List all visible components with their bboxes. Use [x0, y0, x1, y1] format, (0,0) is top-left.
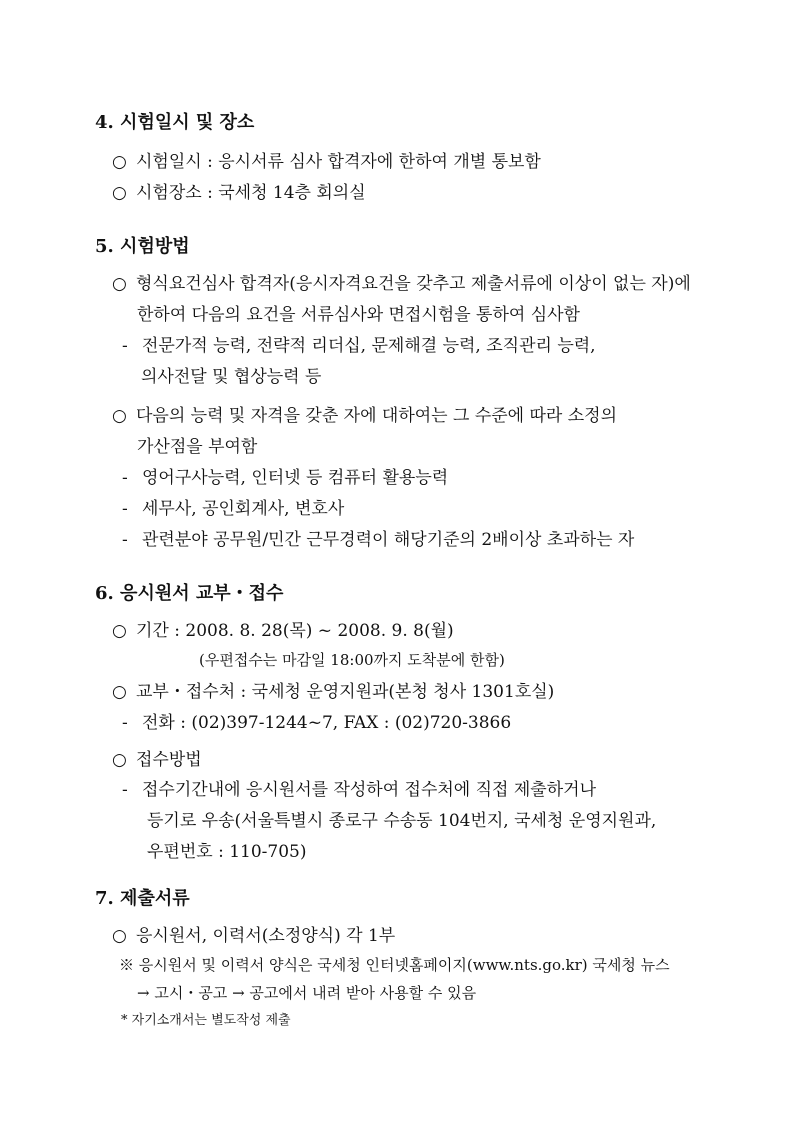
section-7-footnote: * 자기소개서는 별도작성 제출 — [121, 1013, 291, 1028]
section-5-dash-2: - 영어구사능력, 인터넷 등 컴퓨터 활용능력 — [122, 468, 449, 488]
bullet-icon: ○ — [112, 406, 127, 426]
bullet-icon: ○ — [112, 682, 127, 702]
bullet-icon: ○ — [112, 152, 127, 172]
section-7-note-line-1: ※ 응시원서 및 이력서 양식은 국세청 인터넷홈페이지(www.nts.go.kr) 국세청 뉴스 — [119, 956, 670, 974]
dash-marker: - — [122, 780, 128, 800]
section-5-para-1-line-1: ○ 형식요건심사 합격자(응시자격요건을 갖추고 제출서류에 이상이 없는 자)에 — [112, 274, 691, 294]
section-6-period: ○ 기간 : 2008. 8. 28(목) ~ 2008. 9. 8(월) — [112, 621, 454, 641]
section-5-para-2-line-1: ○ 다음의 능력 및 자격을 갖춘 자에 대하여는 그 수준에 따라 소정의 — [112, 406, 618, 426]
dash-marker: - — [122, 336, 128, 356]
section-6-method-line-2: 등기로 우송(서울특별시 종로구 수송동 104번지, 국세청 운영지원과, — [147, 811, 657, 831]
section-5-dash-1-line-2: 의사전달 및 협상능력 등 — [141, 367, 322, 387]
section-5-para-1-line-2: 한하여 다음의 요건을 서류심사와 면접시험을 통하여 심사함 — [137, 305, 580, 325]
bullet-icon: ○ — [112, 183, 127, 203]
section-7-item: ○ 응시원서, 이력서(소정양식) 각 1부 — [112, 926, 396, 946]
dash-marker: - — [122, 713, 128, 733]
section-6-office: ○ 교부・접수처 : 국세청 운영지원과(본청 청사 1301호실) — [112, 682, 555, 702]
bullet-icon: ○ — [112, 621, 127, 641]
dash-marker: - — [122, 499, 128, 519]
section-5-dash-3: - 세무사, 공인회계사, 변호사 — [122, 499, 345, 519]
section-6-method: ○ 접수방법 — [112, 750, 202, 770]
section-5-dash-4: - 관련분야 공무원/민간 근무경력이 해당기준의 2배이상 초과하는 자 — [122, 530, 635, 550]
section-4-item-1: ○ 시험일시 : 응시서류 심사 합격자에 한하여 개별 통보함 — [112, 152, 541, 172]
bullet-icon: ○ — [112, 274, 127, 294]
dash-marker: - — [122, 530, 128, 550]
section-4-heading: 4. 시험일시 및 장소 — [95, 112, 255, 133]
section-6-method-line-3: 우편번호 : 110-705) — [147, 842, 307, 862]
section-5-dash-1-line-1: - 전문가적 능력, 전략적 리더십, 문제해결 능력, 조직관리 능력, — [122, 336, 596, 356]
bullet-icon: ○ — [112, 926, 127, 946]
section-7-note-line-2: → 고시・공고 → 공고에서 내려 받아 사용할 수 있음 — [137, 984, 477, 1002]
section-6-phone: - 전화 : (02)397-1244~7, FAX : (02)720-3866 — [122, 713, 512, 733]
dash-marker: - — [122, 468, 128, 488]
section-4-item-2: ○ 시험장소 : 국세청 14층 회의실 — [112, 183, 366, 203]
section-6-method-line-1: - 접수기간내에 응시원서를 작성하여 접수처에 직접 제출하거나 — [122, 780, 596, 800]
section-6-heading: 6. 응시원서 교부・접수 — [95, 583, 284, 604]
section-6-period-note: (우편접수는 마감일 18:00까지 도착분에 한함) — [199, 651, 505, 669]
section-5-para-2-line-2: 가산점을 부여함 — [137, 437, 258, 457]
section-7-heading: 7. 제출서류 — [95, 888, 190, 909]
bullet-icon: ○ — [112, 750, 127, 770]
section-5-heading: 5. 시험방법 — [95, 236, 190, 257]
